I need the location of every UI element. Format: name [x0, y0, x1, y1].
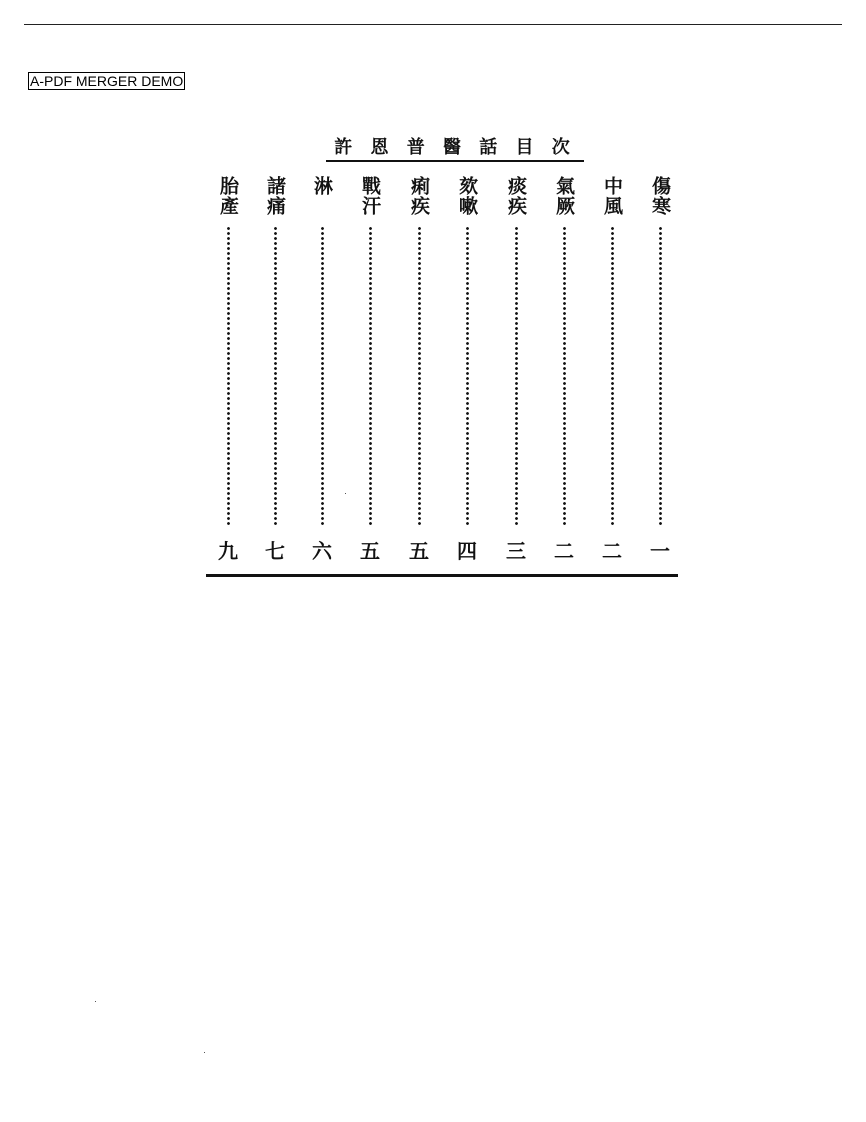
toc-entry-name: 傷寒 [649, 176, 671, 216]
toc-entry [352, 176, 388, 572]
scan-speck [204, 1052, 205, 1053]
toc-entry [257, 176, 293, 572]
toc-entry [594, 176, 630, 572]
toc-entry-page: 三 [506, 539, 526, 563]
toc-entry-page: 二 [602, 539, 622, 563]
toc-entry-name: 諸痛 [264, 176, 286, 216]
dot-leader [466, 226, 469, 526]
dot-leader [515, 226, 518, 526]
toc-entry [210, 176, 246, 572]
toc-entry [304, 176, 340, 572]
dot-leader [659, 226, 662, 526]
toc-entry [642, 176, 678, 572]
toc-entry-name: 痢疾 [408, 176, 430, 216]
title-underline [326, 160, 584, 162]
toc-entry-page: 一 [650, 539, 670, 563]
scan-speck [95, 1001, 96, 1002]
toc-entry-page: 五 [409, 539, 429, 563]
toc-entry-page: 七 [265, 539, 285, 563]
top-rule [24, 24, 842, 25]
toc-entry [546, 176, 582, 572]
toc-entry-page: 二 [554, 539, 574, 563]
toc-entry-page: 九 [218, 539, 238, 563]
toc-entry [401, 176, 437, 572]
toc-entry-name: 痰疾 [505, 176, 527, 216]
toc-entry-name: 戰汗 [359, 176, 381, 216]
table-of-contents [206, 176, 678, 572]
dot-leader [369, 226, 372, 526]
toc-entry-name: 欬嗽 [456, 176, 478, 216]
dot-leader [227, 226, 230, 526]
dot-leader [563, 226, 566, 526]
toc-entry-name: 中風 [601, 176, 623, 216]
dot-leader [611, 226, 614, 526]
bottom-rule [206, 574, 678, 577]
toc-entry-page: 六 [312, 539, 332, 563]
dot-leader [418, 226, 421, 526]
toc-entry-name: 胎產 [217, 176, 239, 216]
toc-entry-name: 淋 [311, 176, 333, 196]
dot-leader [321, 226, 324, 526]
page-title: 許 恩 普 醫 話 目 次 [334, 137, 576, 158]
toc-entry-page: 四 [457, 539, 477, 563]
toc-entry [498, 176, 534, 572]
toc-entry-page: 五 [360, 539, 380, 563]
scan-speck [345, 493, 346, 494]
watermark-label: A-PDF MERGER DEMO [30, 73, 184, 89]
toc-entry [449, 176, 485, 572]
toc-entry-name: 氣厥 [553, 176, 575, 216]
dot-leader [274, 226, 277, 526]
